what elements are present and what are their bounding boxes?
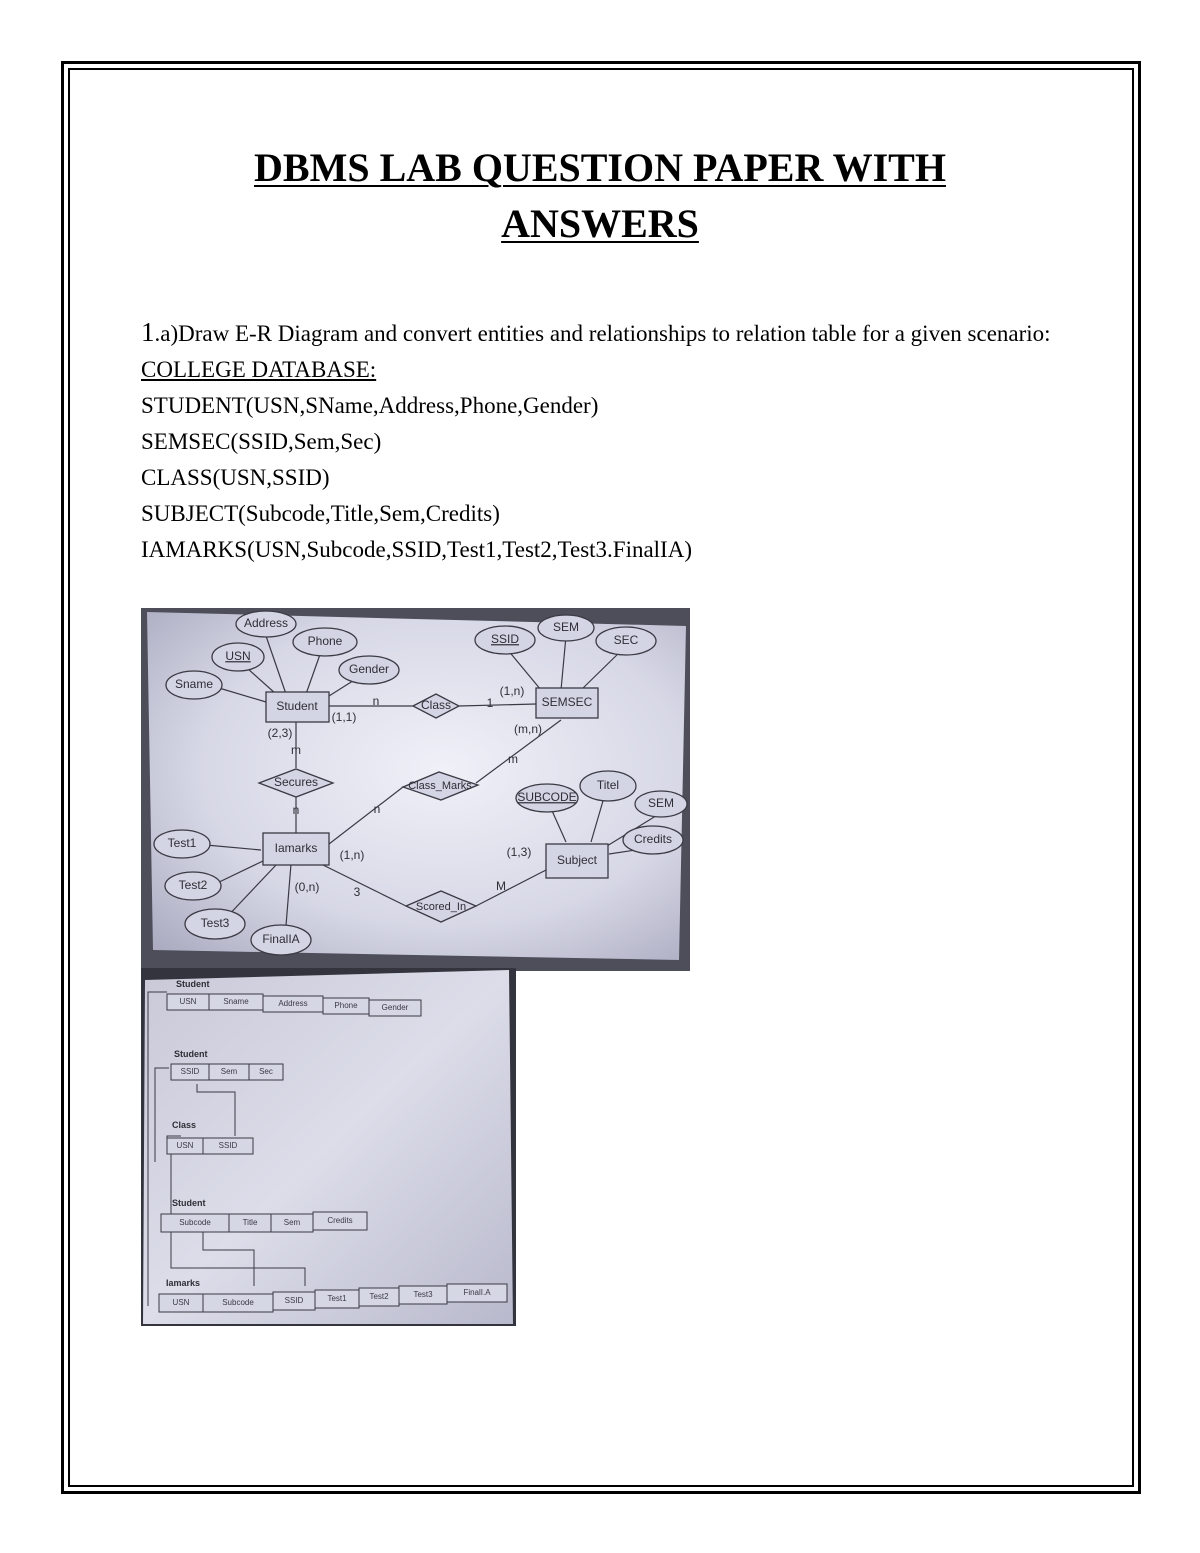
- table-name: Student: [174, 1049, 208, 1059]
- column-cell: Test1: [327, 1294, 347, 1304]
- column-cell: Address: [278, 999, 308, 1009]
- column-cell: Test2: [369, 1292, 389, 1302]
- table-name: Student: [176, 979, 210, 989]
- attr-test1: Test1: [167, 836, 197, 851]
- schema-line: SUBJECT(Subcode,Title,Sem,Credits): [141, 501, 500, 526]
- er-diagram-photo: [141, 608, 690, 971]
- table-name: Iamarks: [166, 1278, 201, 1288]
- attr-sem-subject: SEM: [647, 796, 675, 811]
- card-iamarks-marks: n: [373, 802, 381, 817]
- column-cell: Phone: [334, 1001, 358, 1011]
- card-student-class: n: [372, 694, 380, 709]
- column-cell: Title: [242, 1218, 258, 1228]
- attr-test2: Test2: [178, 878, 208, 893]
- schema-line: IAMARKS(USN,Subcode,SSID,Test1,Test2,Test3.FinalIA): [141, 537, 692, 562]
- column-cell: Sem: [220, 1067, 238, 1077]
- entity-iamarks: Iamarks: [274, 841, 318, 856]
- schema-line: STUDENT(USN,SName,Address,Phone,Gender): [141, 393, 599, 418]
- schema-diagram-photo: [141, 968, 516, 1326]
- er-diagram: [141, 608, 690, 971]
- schema-line: SEMSEC(SSID,Sem,Sec): [141, 429, 382, 454]
- column-cell: Gender: [381, 1003, 409, 1013]
- question-text: .a)Draw E-R Diagram and convert entities and relationships to relation table for a given scenario:: [154, 321, 1051, 346]
- entity-student: Student: [276, 699, 318, 714]
- attr-subcode: SUBCODE: [517, 790, 577, 805]
- column-cell: Sec: [259, 1067, 273, 1077]
- schema-line: CLASS(USN,SSID): [141, 465, 330, 490]
- attr-gender: Gender: [348, 662, 390, 677]
- card-student-secures-min: (2,3): [267, 726, 293, 741]
- card-student-class-min: (1,1): [331, 710, 357, 725]
- column-cell: USN: [179, 997, 197, 1007]
- card-student-secures: m: [291, 743, 301, 758]
- attr-test3: Test3: [200, 916, 230, 931]
- card-semsec-class-min: (1,n): [499, 684, 525, 699]
- attr-sem: SEM: [552, 620, 580, 635]
- question-body: [141, 314, 1071, 568]
- card-iamarks-scored: 3: [353, 885, 361, 900]
- rel-class-marks: Class_Marks: [408, 779, 472, 792]
- question-statement: [141, 314, 1071, 352]
- column-cell: Subcode: [222, 1298, 254, 1308]
- attr-sec: SEC: [613, 633, 639, 648]
- card-semsec-marks-min: (m,n): [514, 722, 542, 737]
- table-name: Student: [172, 1198, 206, 1208]
- attr-finalia: FinalIA: [262, 932, 300, 947]
- schema-diagram: [141, 968, 516, 1326]
- column-cell: Credits: [327, 1216, 353, 1226]
- attr-credits: Credits: [633, 832, 673, 847]
- column-cell: SSID: [284, 1296, 304, 1306]
- question-number: 1: [141, 317, 155, 347]
- document-title: [120, 140, 1080, 252]
- title-line-1: DBMS LAB QUESTION PAPER WITH: [254, 145, 946, 190]
- column-cell: SSID: [180, 1067, 200, 1077]
- attr-usn: USN: [225, 649, 251, 664]
- database-heading: COLLEGE DATABASE:: [141, 357, 377, 382]
- column-cell: Subcode: [179, 1218, 211, 1228]
- rel-secures: Secures: [273, 775, 319, 790]
- attr-phone: Phone: [307, 634, 343, 649]
- card-semsec-marks: m: [508, 752, 518, 767]
- rel-scored-in: Scored_In: [415, 900, 467, 913]
- card-class-semsec: 1: [486, 696, 494, 711]
- attr-sname: Sname: [174, 677, 214, 692]
- column-cell: Sname: [223, 997, 249, 1007]
- column-cell: Sem: [283, 1218, 301, 1228]
- card-subject-scored: M: [496, 879, 506, 894]
- card-iamarks-marks-min: (1,n): [339, 848, 365, 863]
- column-cell: FinalI.A: [463, 1288, 491, 1298]
- entity-subject: Subject: [556, 853, 598, 868]
- rel-class: Class: [420, 698, 452, 713]
- attr-address: Address: [243, 616, 289, 631]
- column-cell: USN: [172, 1298, 190, 1308]
- column-cell: SSID: [218, 1141, 238, 1151]
- card-secures-iamarks: n: [292, 803, 300, 818]
- card-iamarks-scored-min: (0,n): [294, 880, 320, 895]
- title-line-2: ANSWERS: [501, 201, 699, 246]
- table-name: Class: [172, 1120, 197, 1130]
- attr-titel: Titel: [596, 778, 620, 793]
- column-cell: Test3: [413, 1290, 433, 1300]
- attr-ssid: SSID: [490, 632, 520, 647]
- column-cell: USN: [176, 1141, 194, 1151]
- card-subject-scored-min: (1,3): [506, 845, 532, 860]
- entity-semsec: SEMSEC: [541, 695, 593, 710]
